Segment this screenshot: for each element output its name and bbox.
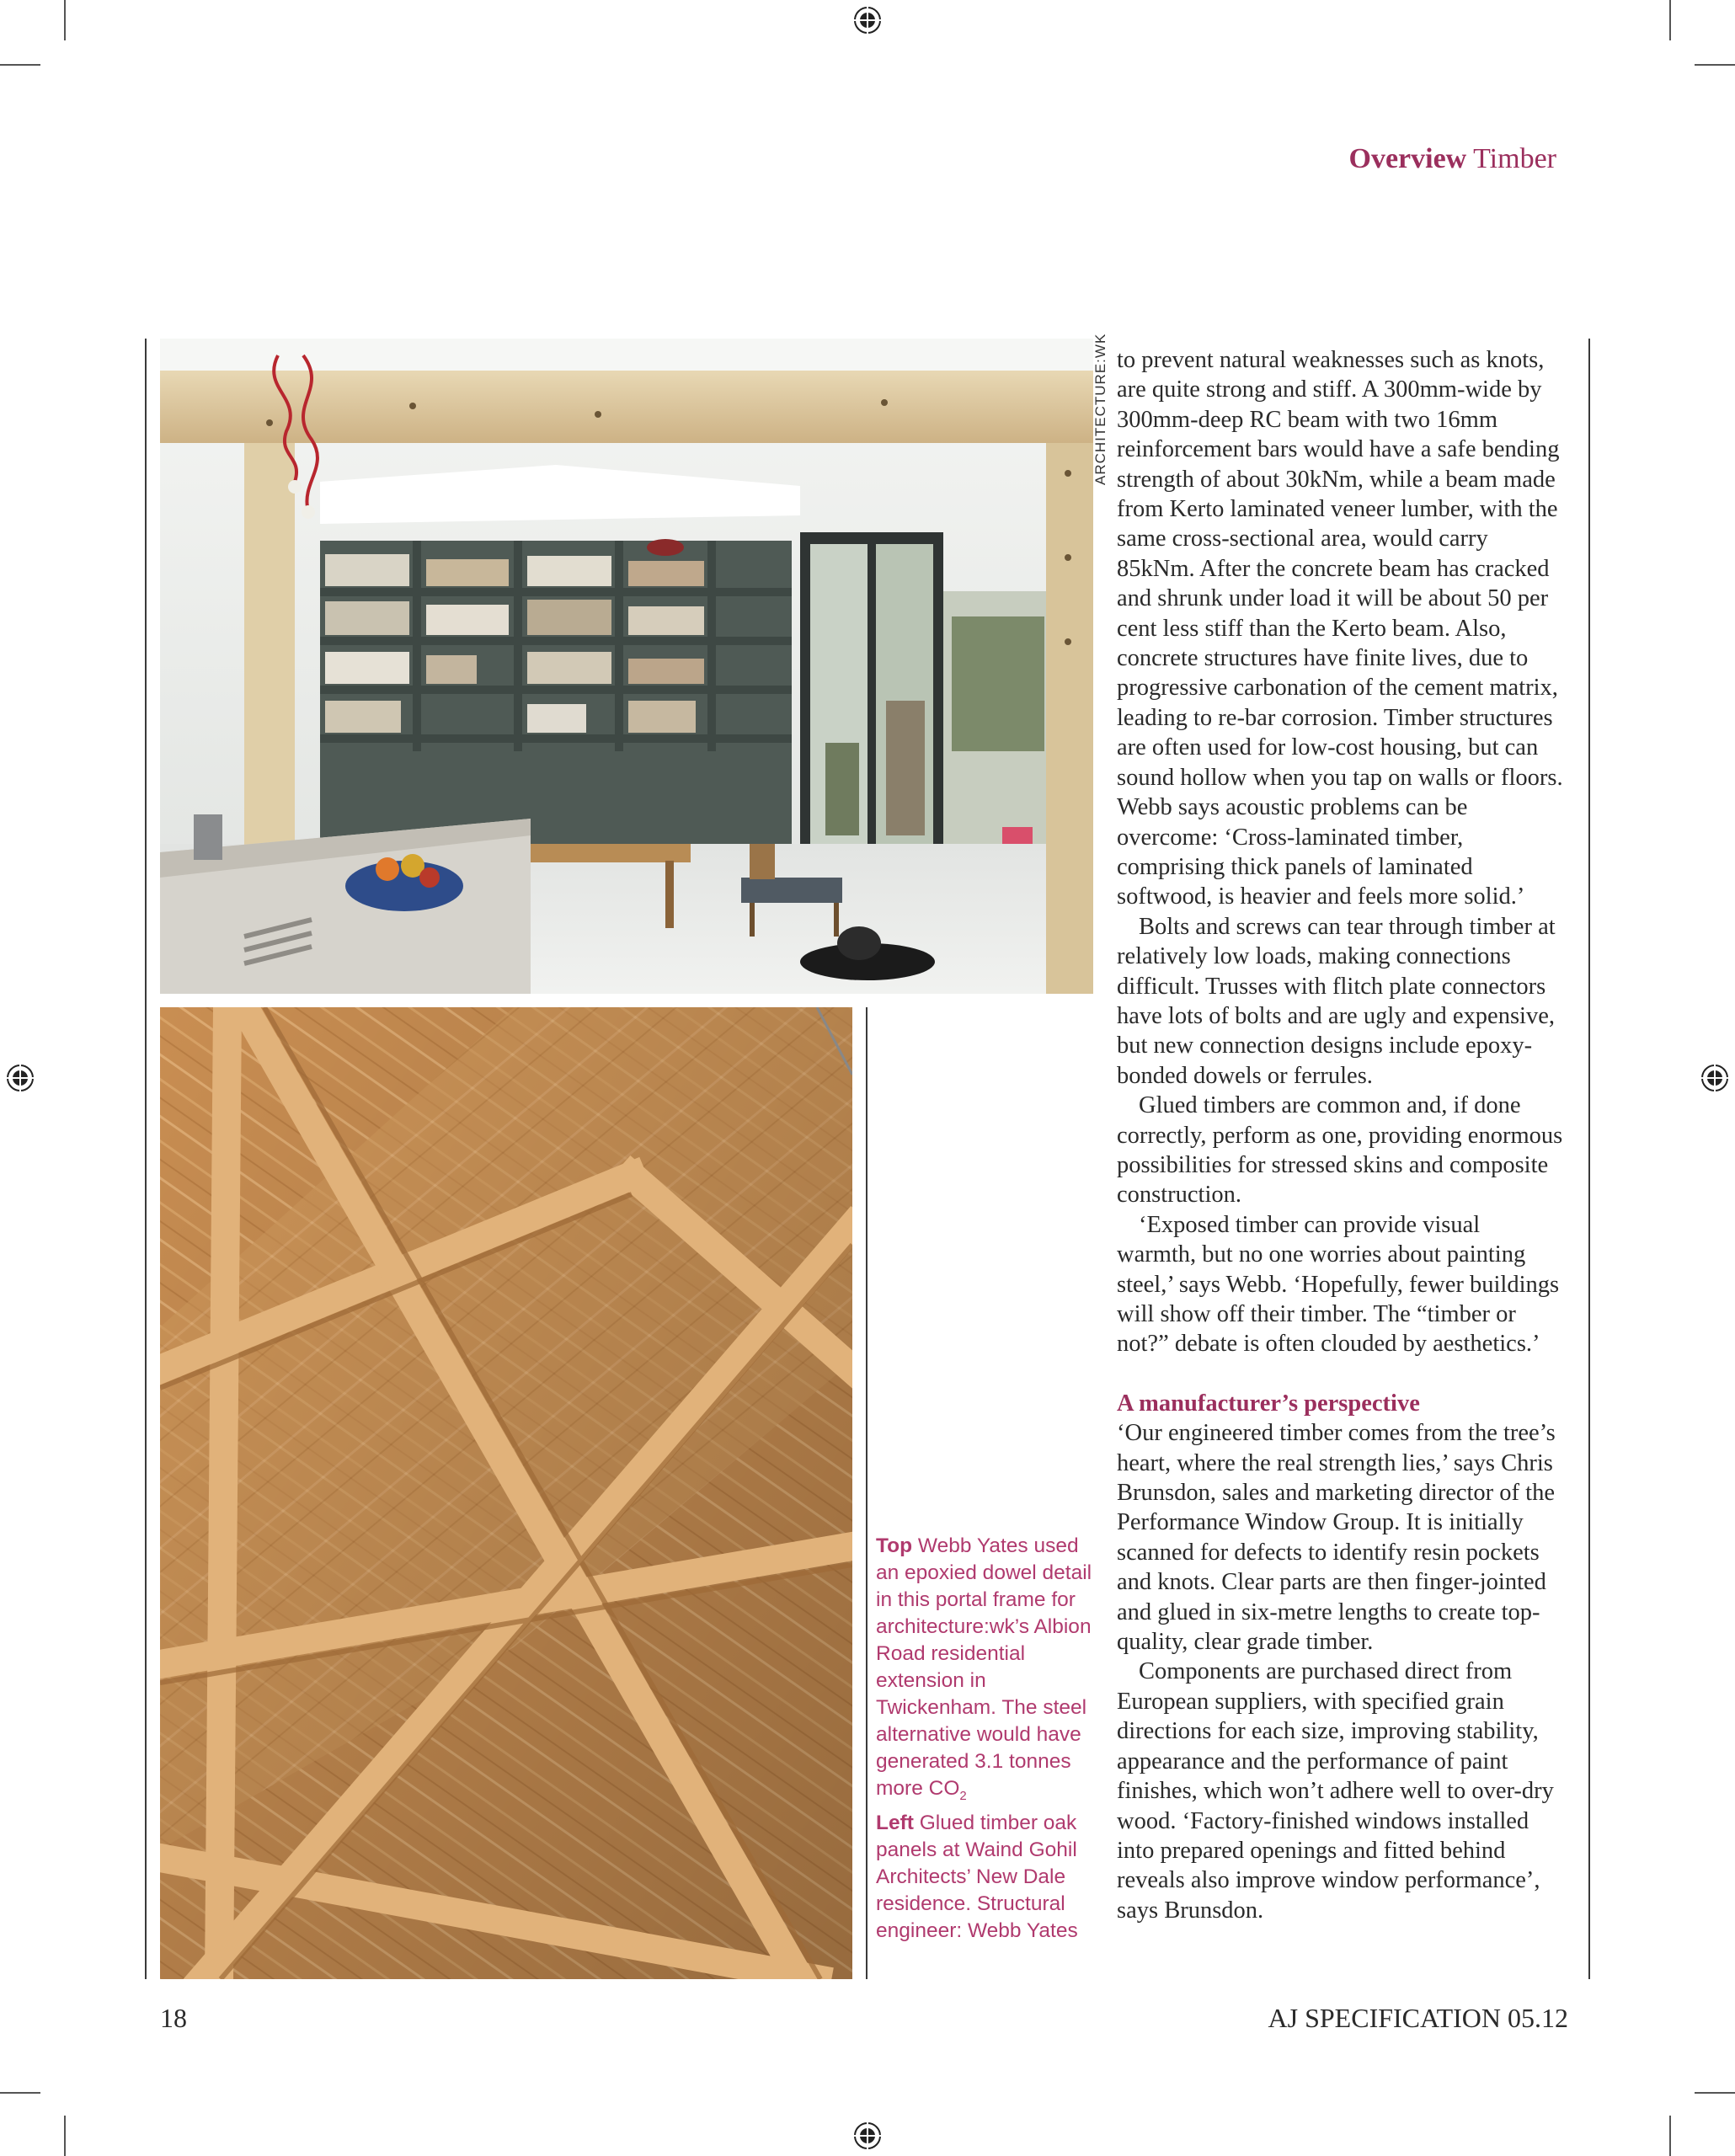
caption-top-label: Top [876,1534,913,1557]
running-head [1349,143,1557,175]
timber-panels-photo [160,1007,852,1979]
paragraph: Glued timbers are common and, if done correctly, perform as one, providing enormous possibilities for stressed skins and composite construction. [1117,1092,1563,1209]
publication-name: AJ SPECIFICATION 05.12 [1268,2003,1568,2033]
registration-mark-icon [1700,1063,1730,1093]
crop-mark [1695,64,1735,66]
crop-mark [64,2116,66,2156]
topic-label: Timber [1473,143,1556,174]
caption-subscript: 2 [959,1788,967,1803]
caption-left-label: Left [876,1811,914,1834]
left-margin-rule [145,339,147,1979]
photo-credit: ARCHITECTURE:WK [1092,333,1108,485]
crop-mark [1695,2092,1735,2094]
caption-left-text: Glued timber oak panels at Waind Gohil Architects’ New Dale residence. Structural engineer: Webb Yates [876,1811,1078,1942]
photo-caption [876,1533,1097,1945]
subheading: A manufacturer’s perspective [1117,1390,1420,1417]
paragraph: ‘Our engineered timber comes from the tree’s heart, where the real strength lies,’ says Chris Brunsdon, sales and marketing director of the Performance Window Group. It is initially scanned for defects to identify resin pockets and knots. Clear parts are then finger-jointed and glued in six-metre lengths to create top-quality, clear grade timber. [1117,1420,1556,1656]
paragraph: ‘Exposed timber can provide visual warmth, but no one worries about painting steel,’ says Webb. ‘Hopefully, fewer buildings will show off their timber. The “timber or not?” debate is often clouded by aesthetics.’ [1117,1211,1560,1358]
crop-mark [1669,2116,1671,2156]
paragraph: to prevent natural weaknesses such as knots, are quite strong and stiff. A 300mm-wide by 300mm-deep RC beam with two 16mm reinforcement bars would have a safe bending strength of about 30kNm, while a beam made from Kerto laminated veneer lumber, with the same cross-sectional area, would carry 85kNm. After the concrete beam has cracked and shrunk under load it will be about 50 per cent less stiff than the Kerto beam. Also, concrete structures have finite lives, due to progressive carbonation of the cement matrix, leading to re-bar corrosion. Timber structures are often used for low-cost housing, but can sound hollow when you tap on walls or floors. Webb says acoustic problems can be overcome: ‘Cross-laminated timber, comprising thick panels of laminated softwood, is heavier and feels more solid.’ [1117,347,1563,910]
page-number: 18 [160,2003,187,2033]
registration-mark-icon [5,1063,35,1093]
registration-mark-icon [852,5,883,35]
paragraph: Bolts and screws can tear through timber at relatively low loads, making connections difficult. Trusses with flitch plate connectors have lots of bolts and are ugly and expensive, but new connection designs include epoxy-bonded dowels or ferrules. [1117,913,1556,1089]
crop-mark [1669,0,1671,40]
registration-mark-icon [852,2121,883,2151]
caption-top-text: Webb Yates used an epoxied dowel detail in this portal frame for architecture:wk’s Albion Road residential extension in Twickenham. The steel alternative would have generated 3.1 tonnes more CO [876,1534,1092,1800]
article-body [1117,345,1563,1925]
column-rule [866,1007,868,1979]
crop-mark [64,0,66,40]
interior-photo [160,339,1093,994]
crop-mark [0,2092,40,2094]
section-label: Overview [1348,143,1467,174]
right-margin-rule [1588,339,1590,1979]
crop-mark [0,64,40,66]
paragraph: Components are purchased direct from European suppliers, with specified grain directions for each size, improving stability, appearance and the performance of paint finishes, which won’t adhere well to over-dry wood. ‘Factory-finished windows installed into prepared openings and fitted behind reveals also improve window performance’, says Brunsdon. [1117,1658,1554,1924]
